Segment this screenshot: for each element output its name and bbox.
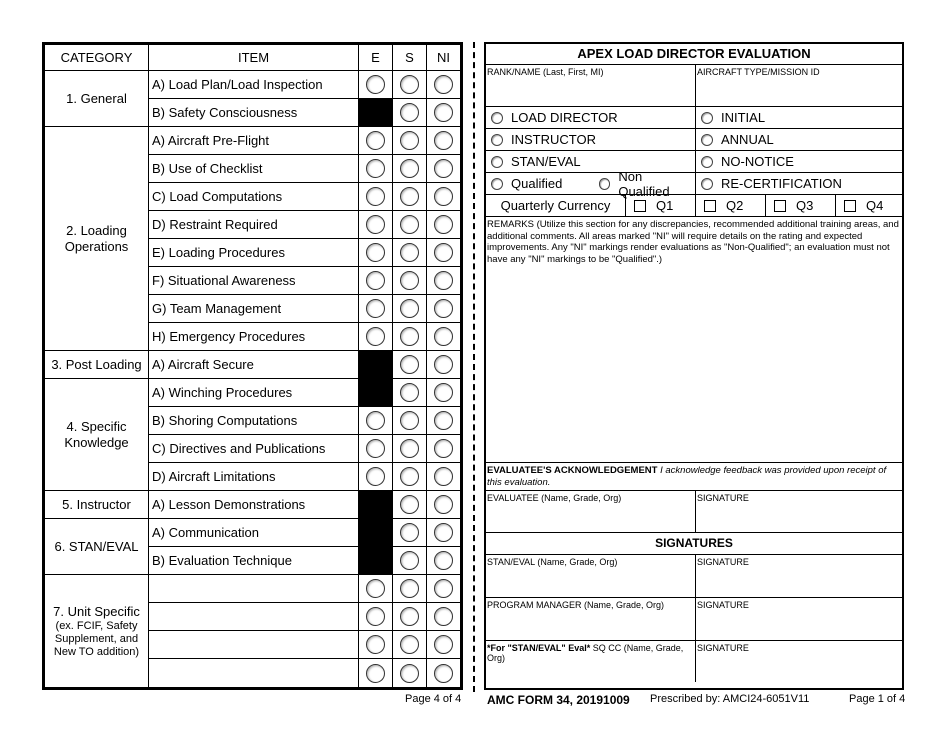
signatures-title: SIGNATURES [655,536,733,550]
evaluation-items-table [42,42,463,690]
rating-s-radio[interactable] [400,439,419,458]
rating-e-radio[interactable] [366,215,385,234]
radio-icon[interactable] [701,112,713,124]
item-load-plan: A) Load Plan/Load Inspection [149,71,359,99]
evaluatee-row [486,491,902,533]
rating-s-radio[interactable] [400,523,419,542]
radio-icon[interactable] [491,112,503,124]
category-general: 1. General [44,71,149,127]
rating-ni-radio[interactable] [434,523,453,542]
radio-icon[interactable] [599,178,611,190]
item-restraint: D) Restraint Required [149,211,359,239]
option-label: INITIAL [721,110,766,125]
rating-e-radio[interactable] [366,159,385,178]
rating-ni-radio[interactable] [434,355,453,374]
option-label: NO-NOTICE [721,154,794,169]
rating-ni-radio[interactable] [434,467,453,486]
rank-name-label: RANK/NAME (Last, First, MI) [487,67,604,77]
rating-ni-radio[interactable] [434,215,453,234]
rating-ni-radio[interactable] [434,75,453,94]
q4-checkbox[interactable] [836,195,902,216]
sq-cc-bold: *For "STAN/EVAL" Eval* [487,643,591,653]
rating-ni-radio[interactable] [434,439,453,458]
item-safety: B) Safety Consciousness [149,99,359,127]
aircraft-type-label: AIRCRAFT TYPE/MISSION ID [697,67,820,77]
blocked-cell [359,491,393,519]
rating-s-radio[interactable] [400,635,419,654]
quarterly-currency-label: Quarterly Currency [486,195,626,216]
sq-cc-rest: SQ CC (Name, Grade, Org) [487,643,684,663]
category-post-loading: 3. Post Loading [44,351,149,379]
item-team-management: G) Team Management [149,295,359,323]
quarterly-currency-row [486,195,902,217]
option-label: INSTRUCTOR [511,132,596,147]
program-manager-signature-field[interactable] [696,598,902,640]
item-emergency-procedures: H) Emergency Procedures [149,323,359,351]
stan-eval-signature-field[interactable] [696,555,902,597]
blank-item-field[interactable] [149,603,359,631]
item-lesson: A) Lesson Demonstrations [149,491,359,519]
rating-e-radio[interactable] [366,187,385,206]
item-checklist: B) Use of Checklist [149,155,359,183]
rating-ni-radio[interactable] [434,411,453,430]
option-label: LOAD DIRECTOR [511,110,618,125]
rating-e-radio[interactable] [366,299,385,318]
item-communication: A) Communication [149,519,359,547]
radio-icon[interactable] [491,134,503,146]
rating-s-radio[interactable] [400,103,419,122]
item-evaluation-technique: B) Evaluation Technique [149,547,359,575]
option-label: STAN/EVAL [511,154,581,169]
option-label: Non Qualified [618,168,670,199]
header-s: S [393,44,427,71]
option-label: Qualified [511,176,563,191]
rating-e-radio[interactable] [366,467,385,486]
rating-e-radio[interactable] [366,327,385,346]
option-row [486,168,902,199]
rating-ni-radio[interactable] [434,159,453,178]
non-qualified-option[interactable] [589,168,695,199]
rating-s-radio[interactable] [400,327,419,346]
rating-s-radio[interactable] [400,383,419,402]
table-row [44,351,462,379]
option-row [486,129,902,151]
fold-line [473,42,475,692]
blocked-cell [359,547,393,575]
form-number: AMC FORM 34, 20191009 [487,693,630,707]
rating-ni-radio[interactable] [434,551,453,570]
acknowledgement-row [486,463,902,491]
right-page-number: Page 1 of 4 [849,693,906,705]
item-situational-awareness: F) Situational Awareness [149,267,359,295]
q2-label: Q2 [726,198,744,213]
rating-s-radio[interactable] [400,243,419,262]
item-aircraft-secure: A) Aircraft Secure [149,351,359,379]
checkbox-icon[interactable] [774,200,786,212]
evaluation-form [484,42,904,690]
table-row [44,127,462,155]
aircraft-type-field[interactable] [696,65,902,106]
header-category: CATEGORY [44,44,149,71]
acknowledgement-statement: I acknowledge feedback was provided upon receipt of this evaluation. [487,465,887,488]
item-loading-procedures: E) Loading Procedures [149,239,359,267]
prescribed-by: Prescribed by: AMCI24-6051V11 [650,693,810,705]
blocked-cell [359,99,393,127]
header-item: ITEM [149,44,359,71]
radio-icon[interactable] [491,178,503,190]
signature-label: SIGNATURE [697,557,749,567]
checkbox-icon[interactable] [704,200,716,212]
rating-ni-radio[interactable] [434,103,453,122]
q3-checkbox[interactable] [766,195,836,216]
option-row [486,107,902,129]
category-stan-eval: 6. STAN/EVAL [44,519,149,575]
rating-ni-radio[interactable] [434,579,453,598]
program-manager-label: PROGRAM MANAGER (Name, Grade, Org) [487,600,665,610]
annual-option[interactable] [696,129,902,150]
rating-ni-radio[interactable] [434,131,453,150]
rating-s-radio[interactable] [400,271,419,290]
remarks-instructions: REMARKS (Utilize this section for any discrepancies, recommended additional training areas, and additional comments. All areas marked "NI" will require details on the rating and expected improvements. Any "NI" markings render evaluations as "Non-Qualified"; an evaluation must not have any "NI" markings to be "Qualified".) [487,219,899,265]
signature-label: SIGNATURE [697,600,749,610]
item-directives: C) Directives and Publications [149,435,359,463]
rating-ni-radio[interactable] [434,299,453,318]
table-row [44,379,462,407]
unit-specific-note: (ex. FCIF, Safety Supplement, and New TO addition) [53,619,140,658]
stan-eval-field[interactable] [486,555,696,597]
rating-ni-radio[interactable] [434,664,453,683]
q1-checkbox[interactable] [626,195,696,216]
rating-e-radio[interactable] [366,271,385,290]
table-row [44,519,462,547]
evaluatee-field[interactable] [486,491,696,532]
remarks-field[interactable] [486,217,902,463]
signature-label: SIGNATURE [697,493,749,503]
blank-item-field[interactable] [149,659,359,689]
identity-row [486,65,902,107]
rating-s-radio[interactable] [400,551,419,570]
rating-s-radio[interactable] [400,187,419,206]
rating-e-radio[interactable] [366,131,385,150]
stan-eval-row [486,555,902,598]
recertification-option[interactable] [696,173,902,194]
qualified-option[interactable] [486,173,589,194]
rating-e-radio[interactable] [366,243,385,262]
unit-specific-title: 7. Unit Specific [53,603,140,619]
sq-cc-row [486,641,902,682]
rating-ni-radio[interactable] [434,271,453,290]
header-ni: NI [427,44,462,71]
header-e: E [359,44,393,71]
item-load-computations: C) Load Computations [149,183,359,211]
rating-ni-radio[interactable] [434,187,453,206]
rating-s-radio[interactable] [400,75,419,94]
acknowledgement-text [486,463,902,491]
category-instructor: 5. Instructor [44,491,149,519]
program-manager-row [486,598,902,641]
rating-ni-radio[interactable] [434,327,453,346]
rating-s-radio[interactable] [400,495,419,514]
program-manager-field[interactable] [486,598,696,640]
rating-s-radio[interactable] [400,131,419,150]
acknowledgement-title: EVALUATEE'S ACKNOWLEDGEMENT [487,465,658,476]
blank-item-field[interactable] [149,575,359,603]
category-unit-specific [44,575,149,689]
radio-icon[interactable] [491,156,503,168]
blocked-cell [359,351,393,379]
evaluatee-signature-field[interactable] [696,491,902,532]
rating-e-radio[interactable] [366,635,385,654]
initial-option[interactable] [696,107,902,128]
load-director-option[interactable] [486,107,695,128]
option-label: ANNUAL [721,132,774,147]
table-row [44,491,462,519]
instructor-option[interactable] [486,129,695,150]
rating-e-radio[interactable] [366,579,385,598]
rating-ni-radio[interactable] [434,243,453,262]
rating-s-radio[interactable] [400,467,419,486]
table-row [44,71,462,99]
rating-e-radio[interactable] [366,75,385,94]
rating-s-radio[interactable] [400,355,419,374]
rating-e-radio[interactable] [366,664,385,683]
rating-ni-radio[interactable] [434,635,453,654]
category-loading-operations: 2. Loading Operations [44,127,149,351]
q1-label: Q1 [656,198,674,213]
left-page-number: Page 4 of 4 [405,693,462,705]
item-preflight: A) Aircraft Pre-Flight [149,127,359,155]
q3-label: Q3 [796,198,814,213]
rating-e-radio[interactable] [366,439,385,458]
sq-cc-field[interactable] [486,641,696,682]
radio-icon[interactable] [701,134,713,146]
sq-cc-signature-field[interactable] [696,641,902,682]
rating-s-radio[interactable] [400,159,419,178]
rating-s-radio[interactable] [400,664,419,683]
radio-icon[interactable] [701,156,713,168]
form-title: APEX LOAD DIRECTOR EVALUATION [486,44,902,65]
rating-s-radio[interactable] [400,215,419,234]
signature-label: SIGNATURE [697,643,749,653]
radio-icon[interactable] [701,178,713,190]
item-shoring: B) Shoring Computations [149,407,359,435]
rating-s-radio[interactable] [400,411,419,430]
checkbox-icon[interactable] [634,200,646,212]
table-header-row [44,44,462,71]
rating-e-radio[interactable] [366,411,385,430]
rating-ni-radio[interactable] [434,383,453,402]
rating-ni-radio[interactable] [434,607,453,626]
evaluatee-label: EVALUATEE (Name, Grade, Org) [487,493,622,503]
item-limitations: D) Aircraft Limitations [149,463,359,491]
sq-cc-label [486,641,695,665]
rating-s-radio[interactable] [400,579,419,598]
q2-checkbox[interactable] [696,195,766,216]
rating-s-radio[interactable] [400,299,419,318]
table-row [44,575,462,603]
stan-eval-label: STAN/EVAL (Name, Grade, Org) [487,557,618,567]
blank-item-field[interactable] [149,631,359,659]
blocked-cell [359,379,393,407]
signatures-header [486,533,902,555]
checkbox-icon[interactable] [844,200,856,212]
blocked-cell [359,519,393,547]
rank-name-field[interactable] [486,65,696,106]
rating-e-radio[interactable] [366,607,385,626]
option-label: RE-CERTIFICATION [721,176,842,191]
q4-label: Q4 [866,198,884,213]
no-notice-option[interactable] [696,151,902,172]
item-winching: A) Winching Procedures [149,379,359,407]
category-specific-knowledge: 4. Specific Knowledge [44,379,149,491]
rating-ni-radio[interactable] [434,495,453,514]
rating-s-radio[interactable] [400,607,419,626]
